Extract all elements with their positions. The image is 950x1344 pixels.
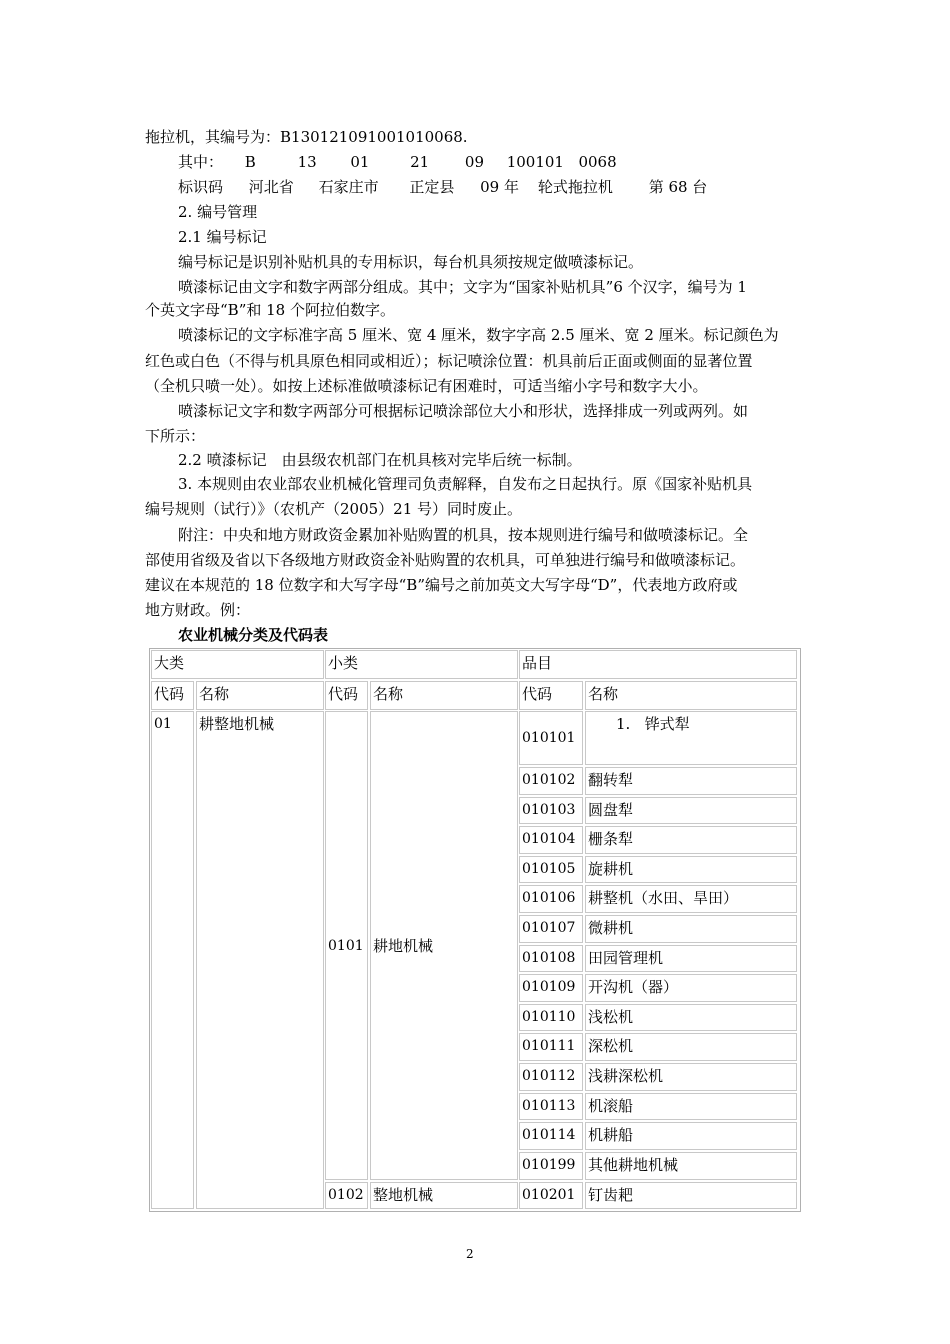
item-name-cell: 田园管理机: [585, 945, 797, 972]
header-minor: 小类: [325, 650, 518, 679]
section-heading: 2.1 编号标记: [178, 228, 267, 246]
code-meaning: 第 68 台: [648, 178, 708, 196]
item-code-cell: 010109: [519, 974, 583, 1002]
paragraph-line: 编号规则（试行）》（农机产（2005）21 号）同时废止。: [145, 500, 523, 518]
item-code-cell: 010114: [519, 1122, 583, 1150]
minor-name-cell: 整地机械: [370, 1182, 518, 1209]
code-part: 0068: [578, 153, 617, 171]
code-part: B: [244, 153, 256, 171]
item-code-cell: 010102: [519, 767, 583, 795]
paragraph-line: 拖拉机，其编号为：B130121091001010068.: [145, 128, 468, 146]
item-name-cell: 翻转犁: [585, 767, 797, 795]
subheader-code: 代码: [325, 681, 368, 710]
item-name-cell: 机滚船: [585, 1093, 797, 1120]
list-marker: 1.: [616, 715, 631, 733]
code-part: 13: [297, 153, 317, 171]
paragraph-line: 下所示：: [145, 427, 206, 445]
paragraph-line: 部使用省级及省以下各级地方财政资金补贴购置的农机具，可单独进行编号和做喷漆标记。: [145, 551, 746, 569]
item-code-cell: 010104: [519, 826, 583, 854]
page-number: 2: [466, 1247, 474, 1261]
code-meaning: 石家庄市: [318, 178, 379, 196]
item-name: 铧式犁: [644, 715, 690, 733]
major-code-cell: 01: [151, 711, 194, 1209]
item-name-cell: [585, 711, 797, 765]
item-code-cell: 010105: [519, 856, 583, 883]
code-part: 21: [410, 153, 430, 171]
item-code-cell: 010201: [519, 1182, 583, 1209]
item-code-cell: 010111: [519, 1033, 583, 1061]
major-name-cell: 耕整地机械: [196, 711, 324, 1209]
item-name-cell: 栅条犁: [585, 826, 797, 854]
item-name-cell: 旋耕机: [585, 856, 797, 883]
paragraph-line: 个英文字母“B”和 18 个阿拉伯数字。: [145, 301, 395, 319]
subheader-name: 名称: [370, 681, 518, 710]
item-code-cell: 010110: [519, 1004, 583, 1031]
item-code-cell: 010107: [519, 915, 583, 943]
paragraph-line: （全机只喷一处）。如按上述标准做喷漆标记有困难时，可适当缩小字号和数字大小。: [145, 377, 708, 395]
paragraph-line: 地方财政。例：: [145, 601, 251, 619]
paragraph-line: 3. 本规则由农业部农业机械化管理司负责解释，自发布之日起执行。原《国家补贴机具: [178, 475, 753, 493]
paragraph-line: 喷漆标记由文字和数字两部分组成。其中；文字为“国家补贴机具”6 个汉字，编号为 1: [178, 278, 747, 296]
paragraph-line: 附注：中央和地方财政资金累加补贴购置的机具，按本规则进行编号和做喷漆标记。全: [178, 526, 749, 544]
minor-code-cell: 0101: [325, 711, 368, 1180]
item-code-cell: 010106: [519, 885, 583, 913]
item-code-cell: 010101: [519, 711, 583, 765]
code-meaning-row: [178, 177, 810, 197]
minor-name-cell: 耕地机械: [370, 711, 518, 1180]
minor-code-cell: 0102: [325, 1182, 368, 1209]
subheader-name: 名称: [585, 681, 797, 710]
item-name-cell: 耕整机（水田、旱田）: [585, 885, 797, 913]
paragraph-line: 喷漆标记文字和数字两部分可根据标记喷涂部位大小和形状，选择排成一列或两列。如: [178, 402, 749, 420]
item-name-cell: 开沟机（器）: [585, 974, 797, 1002]
paragraph-line: 红色或白色（不得与机具原色相同或相近）；标记喷涂位置：机具前后正面或侧面的显著位置: [145, 352, 753, 370]
paragraph-line: 喷漆标记的文字标准字高 5 厘米、宽 4 厘米，数字字高 2.5 厘米、宽 2 厘米。标记颜色为: [178, 326, 779, 344]
item-name-cell: 浅松机: [585, 1004, 797, 1031]
code-meaning: 河北省: [248, 178, 294, 196]
item-code-cell: 010108: [519, 945, 583, 972]
header-major: 大类: [151, 650, 324, 679]
code-breakdown-row: [178, 152, 810, 172]
section-heading: 2. 编号管理: [178, 203, 258, 221]
item-name-cell: 深松机: [585, 1033, 797, 1061]
code-part: 09: [464, 153, 484, 171]
code-label: 其中：: [178, 153, 224, 171]
paragraph-line: 编号标记是识别补贴机具的专用标识，每台机具须按规定做喷漆标记。: [178, 253, 644, 271]
code-meaning: 09 年: [480, 178, 519, 196]
item-name-cell: 微耕机: [585, 915, 797, 943]
classification-table: [149, 648, 801, 1212]
item-name-cell: 圆盘犁: [585, 797, 797, 824]
code-part: 100101: [506, 153, 564, 171]
item-code-cell: 010112: [519, 1063, 583, 1091]
header-item: 品目: [519, 650, 797, 679]
item-code-cell: 010113: [519, 1093, 583, 1120]
paragraph-line: 建议在本规范的 18 位数字和大写字母“B”编号之前加英文大写字母“D”，代表地方政府或: [145, 576, 738, 594]
code-meaning: 正定县: [409, 178, 455, 196]
item-name-cell: 钉齿耙: [585, 1182, 797, 1209]
table-title: 农业机械分类及代码表: [178, 626, 329, 644]
code-part: 01: [350, 153, 370, 171]
code-meaning: 轮式拖拉机: [537, 178, 613, 196]
paragraph-line: 2.2 喷漆标记 由县级农机部门在机具核对完毕后统一标制。: [178, 451, 582, 469]
item-code-cell: 010103: [519, 797, 583, 824]
subheader-code: 代码: [519, 681, 583, 710]
item-name-cell: 其他耕地机械: [585, 1152, 797, 1180]
subheader-code: 代码: [151, 681, 194, 710]
item-name-cell: 浅耕深松机: [585, 1063, 797, 1091]
code-meaning: 标识码: [178, 178, 224, 196]
item-name-cell: 机耕船: [585, 1122, 797, 1150]
item-code-cell: 010199: [519, 1152, 583, 1180]
subheader-name: 名称: [196, 681, 324, 710]
